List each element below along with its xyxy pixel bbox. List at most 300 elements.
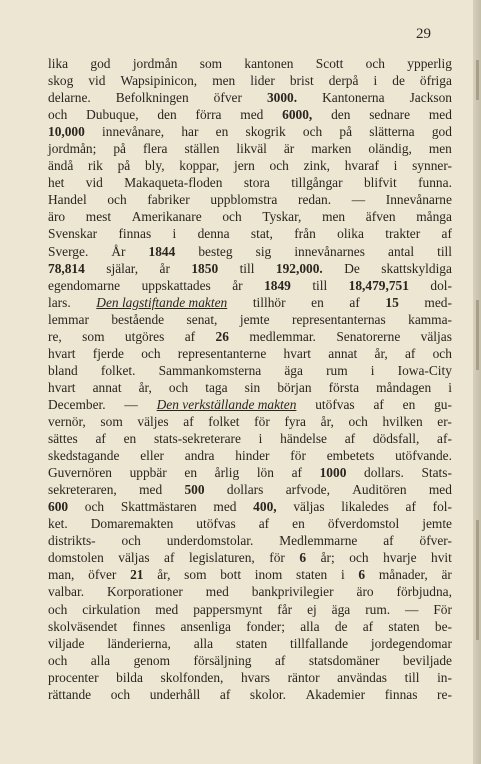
word: procenter: [48, 669, 99, 685]
word: förbjudna,: [396, 584, 452, 600]
text-line: [48, 583, 452, 600]
text-line: [48, 89, 452, 106]
word: oländig,: [368, 141, 412, 157]
word: 15: [385, 294, 399, 310]
word: finnas: [384, 686, 418, 702]
word: 26: [215, 328, 229, 344]
text-line: [48, 430, 452, 447]
word: sin: [244, 379, 261, 395]
word: taga: [205, 379, 228, 395]
word: uppskattades: [141, 277, 211, 293]
word: ansenliga: [180, 618, 232, 634]
word: och: [110, 686, 131, 702]
text-line: [48, 413, 452, 430]
word: stora: [243, 175, 270, 191]
word: till: [437, 243, 452, 259]
word: dödsfall,: [372, 431, 420, 447]
text-line: [48, 208, 452, 225]
word: sednare: [369, 107, 411, 123]
word: af: [404, 345, 416, 361]
word: ket.: [48, 516, 68, 532]
word: inom: [254, 567, 283, 583]
word: med: [428, 482, 452, 498]
word: tillgångar: [291, 175, 343, 191]
word: början: [277, 379, 312, 395]
word: jordmån: [132, 56, 178, 71]
text-line: [48, 345, 452, 362]
word: öfver: [213, 90, 242, 106]
word: egendomarne: [48, 277, 121, 293]
word: jemte: [239, 311, 270, 327]
edge-mark: [476, 60, 479, 100]
word: statsdomäner: [308, 652, 380, 668]
word: Wapsipinicon,: [120, 73, 198, 89]
word: fyra: [284, 413, 306, 429]
word: hvart: [48, 379, 76, 395]
page-number: 29: [416, 26, 431, 42]
word: Jackson: [409, 90, 452, 106]
text-line: [48, 652, 452, 669]
word: brist: [289, 73, 314, 89]
word: Guvernören: [48, 465, 112, 481]
word: god: [90, 56, 111, 71]
text-line: [48, 549, 452, 566]
word: med-: [424, 294, 452, 310]
word: 500: [184, 482, 205, 498]
word: som: [184, 567, 207, 583]
word: i: [373, 73, 378, 89]
text-line: [48, 566, 452, 583]
word: jemte: [422, 516, 452, 532]
word: i: [258, 431, 263, 447]
word: öfver-: [419, 533, 452, 549]
word: från: [294, 226, 316, 242]
word: Sverge.: [48, 243, 89, 259]
word: år: [159, 260, 170, 276]
word: ändå: [48, 158, 74, 174]
word: och: [84, 499, 105, 515]
word: —: [351, 192, 366, 208]
word: underhåll: [149, 686, 201, 702]
word: år,: [157, 567, 171, 583]
word: förra: [195, 107, 222, 123]
word: delarne.: [48, 90, 91, 106]
word: år,: [374, 345, 388, 361]
word: i: [448, 379, 452, 395]
word: denna: [197, 226, 230, 242]
word: annat: [92, 379, 122, 395]
text-line: [48, 515, 452, 532]
text-line: [48, 532, 452, 549]
word: af: [291, 465, 302, 481]
word: arfvode,: [285, 482, 330, 498]
word: god: [431, 124, 452, 140]
word: lemmar: [48, 311, 89, 327]
word: de: [334, 618, 348, 634]
word: Domaremakten: [90, 516, 174, 532]
word: fol-: [432, 499, 452, 515]
word: derpå: [328, 73, 359, 89]
word: 6: [358, 567, 366, 583]
word: och: [141, 345, 161, 361]
word: och: [48, 601, 68, 617]
word: skattskyldiga: [381, 260, 452, 276]
word: af: [219, 686, 231, 702]
word: trakter: [385, 226, 421, 242]
word: och: [432, 345, 452, 361]
word: till: [404, 669, 420, 685]
word: ypperlig: [407, 56, 452, 71]
word: skolväsendet: [48, 618, 118, 634]
word: in-: [437, 669, 452, 685]
word: Befolkningen: [115, 90, 189, 106]
word: rik: [88, 158, 103, 174]
word: af: [441, 226, 452, 242]
word: utöfvande.: [395, 448, 452, 464]
word: jordmån;: [48, 141, 97, 157]
text-line: [48, 396, 452, 413]
word: utöfvas: [315, 396, 355, 412]
word: Tyskar,: [262, 209, 302, 225]
word: genom: [133, 652, 171, 668]
word: till: [239, 260, 255, 276]
word: 1844: [148, 243, 176, 259]
word: en: [184, 465, 198, 481]
word: öfver: [88, 567, 117, 583]
word: och: [48, 652, 68, 668]
word: För: [433, 601, 452, 617]
text-line: [48, 379, 452, 396]
text-line: [48, 447, 452, 464]
word: Stats-: [421, 465, 452, 481]
word: en: [311, 294, 324, 310]
text-line: [48, 328, 452, 345]
word: kamma-: [408, 311, 452, 327]
word: af: [362, 618, 374, 634]
word: har: [181, 124, 199, 140]
word: på: [117, 158, 131, 174]
word: ej: [307, 601, 317, 617]
word: väljas: [118, 550, 150, 566]
word: Innevånarne: [385, 192, 452, 208]
text-line: [48, 260, 452, 277]
word: äro: [48, 209, 66, 225]
word: stat,: [250, 226, 273, 242]
edge-mark: [476, 520, 479, 640]
word: öfriga: [419, 73, 452, 89]
word: kantonen: [244, 56, 294, 71]
word: försäljning: [193, 652, 252, 668]
word: användas: [337, 669, 387, 685]
word: alla: [90, 652, 111, 668]
word: bott: [220, 567, 242, 583]
word: en: [215, 124, 229, 140]
word: olika: [337, 226, 364, 242]
word: af: [95, 431, 106, 447]
word: flera: [142, 141, 168, 157]
word: af: [405, 499, 416, 515]
word: jordegendomar: [370, 635, 452, 651]
word: redan.: [297, 192, 332, 208]
word: 6000,: [282, 107, 313, 123]
word: rum.: [365, 601, 391, 617]
word: den: [157, 107, 177, 123]
word: Akademier: [305, 686, 366, 702]
text-line: [48, 498, 452, 515]
word: re,: [48, 328, 62, 344]
word: för: [290, 448, 306, 464]
word: första: [328, 379, 360, 395]
word: representanternas: [292, 311, 386, 327]
text-line: [48, 55, 452, 72]
word: lika: [48, 56, 69, 71]
word: Skattmästaren: [120, 499, 197, 515]
word: händelse: [280, 431, 327, 447]
word: bland: [48, 362, 78, 378]
word: Scott: [315, 56, 344, 71]
edge-mark: [476, 300, 479, 370]
word: dollars.: [364, 465, 404, 481]
word: som: [82, 328, 105, 344]
word: fonder;: [246, 618, 285, 634]
word: och: [48, 107, 68, 123]
word: bestående: [111, 311, 165, 327]
word: af: [184, 328, 196, 344]
word: månader,: [378, 567, 428, 583]
word: och: [121, 533, 141, 549]
word: med: [213, 499, 237, 515]
word: år,: [320, 413, 334, 429]
text-line: [48, 601, 452, 618]
word: med: [240, 107, 264, 123]
word: staten: [296, 567, 328, 583]
word: bly,: [144, 158, 165, 174]
word: alla: [193, 635, 214, 651]
word: er-: [437, 413, 452, 429]
word: 1849: [264, 277, 291, 293]
word: Den lagstiftande makten: [96, 294, 228, 310]
word: är: [283, 141, 295, 157]
word: år;: [320, 550, 335, 566]
word: likväl: [236, 141, 267, 157]
word: hvit: [431, 550, 452, 566]
text-line: [48, 157, 452, 174]
word: Auditören: [352, 482, 407, 498]
word: innevånarnes: [294, 243, 365, 259]
word: eller: [140, 448, 164, 464]
word: pappersmynt: [193, 601, 263, 617]
text-line: [48, 225, 452, 242]
word: man,: [48, 567, 75, 583]
word: hvaraf: [344, 158, 379, 174]
word: sig: [255, 243, 272, 259]
word: finnas: [118, 226, 152, 242]
word: likaledes: [341, 499, 389, 515]
word: koppar,: [179, 158, 220, 174]
word: men: [428, 141, 452, 157]
word: i: [393, 158, 398, 174]
word: för: [269, 550, 285, 566]
word: staten: [235, 635, 268, 651]
word: stats-sekreterare: [153, 431, 241, 447]
word: uppblomstra: [210, 192, 278, 208]
word: alla: [300, 618, 320, 634]
word: en: [402, 396, 416, 412]
word: en: [123, 431, 137, 447]
word: bankprivilegier: [251, 584, 334, 600]
word: representanterne: [177, 345, 267, 361]
text-line: [48, 311, 452, 328]
word: af: [349, 294, 360, 310]
word: äga: [331, 601, 351, 617]
word: 1000: [319, 465, 347, 481]
word: Medlemmarne: [279, 533, 358, 549]
word: på: [113, 141, 126, 157]
word: hvart: [48, 345, 76, 361]
word: år,: [138, 379, 152, 395]
word: sekreteraren,: [48, 482, 117, 498]
word: tillhör: [252, 294, 286, 310]
text-line: [48, 72, 452, 89]
word: 21: [130, 567, 144, 583]
word: finnes: [132, 618, 166, 634]
word: skogrik: [245, 124, 286, 140]
word: hvarje: [383, 550, 417, 566]
text-line: [48, 243, 452, 260]
word: men: [212, 73, 236, 89]
word: med: [428, 107, 452, 123]
word: be-: [434, 618, 452, 634]
word: embetets: [326, 448, 375, 464]
word: Kantonerna: [322, 90, 385, 106]
word: många: [416, 209, 452, 225]
text-line: [48, 140, 452, 157]
word: utöfvas: [196, 516, 236, 532]
word: mest: [85, 209, 112, 225]
word: viljade: [48, 635, 85, 651]
word: rum: [326, 362, 348, 378]
page-edge: [473, 0, 481, 764]
word: i: [340, 567, 345, 583]
word: 6: [299, 550, 307, 566]
word: af: [344, 431, 356, 447]
word: sättes: [48, 431, 78, 447]
word: själar,: [106, 260, 139, 276]
word: blifvit: [363, 175, 397, 191]
word: och: [349, 550, 369, 566]
word: —: [405, 601, 419, 617]
word: 192,000.: [275, 260, 323, 276]
word: och: [222, 209, 242, 225]
word: 78,814: [48, 260, 85, 276]
word: till: [312, 277, 328, 293]
word: öfverdomstol: [327, 516, 400, 532]
word: länderierna,: [107, 635, 171, 651]
text-line: [48, 635, 452, 652]
word: slätterna: [369, 124, 415, 140]
word: folket.: [100, 362, 136, 378]
text-line: [48, 464, 452, 481]
word: besteg: [198, 243, 233, 259]
text-line: [48, 277, 452, 294]
word: lön: [256, 465, 274, 481]
word: är: [441, 567, 452, 583]
text-line: [48, 686, 452, 703]
word: skolfonden,: [160, 669, 224, 685]
word: December.: [48, 396, 106, 412]
word: —: [124, 396, 138, 412]
word: uppbär: [129, 465, 167, 481]
word: hvart: [283, 345, 312, 361]
word: gu-: [434, 396, 452, 412]
word: Svenskar: [48, 226, 98, 242]
text-line: [48, 669, 452, 686]
word: i: [172, 226, 177, 242]
word: skog: [48, 73, 74, 89]
word: och: [365, 56, 385, 71]
word: ställen: [184, 141, 220, 157]
word: vid: [85, 175, 103, 191]
word: bilda: [116, 669, 143, 685]
word: men: [322, 209, 346, 225]
word: med: [139, 482, 163, 498]
word: hvilken: [382, 413, 423, 429]
word: het: [48, 175, 65, 191]
word: dol-: [430, 277, 452, 293]
word: antal: [388, 243, 415, 259]
word: valbar.: [48, 584, 85, 600]
word: af: [373, 396, 384, 412]
word: äfven: [365, 209, 396, 225]
word: med: [155, 601, 179, 617]
word: 600: [48, 499, 69, 515]
word: väljas: [420, 328, 452, 344]
word: År: [111, 243, 126, 259]
word: utgöres: [124, 328, 165, 344]
text-line: [48, 174, 452, 191]
word: cirkulation: [82, 601, 141, 617]
word: De: [344, 260, 360, 276]
word: 10,000: [48, 124, 85, 140]
word: vid: [88, 73, 106, 89]
word: 400,: [253, 499, 277, 515]
word: domstolen: [48, 550, 104, 566]
word: i: [370, 362, 375, 378]
word: Korporationer: [107, 584, 183, 600]
word: senat,: [186, 311, 218, 327]
word: får: [277, 601, 293, 617]
word: folket: [208, 413, 240, 429]
word: af: [274, 652, 286, 668]
word: rättande: [48, 686, 92, 702]
word: äro: [356, 584, 374, 600]
word: för: [254, 413, 270, 429]
word: måndagen: [376, 379, 432, 395]
word: och: [168, 379, 189, 395]
word: hinder: [235, 448, 270, 464]
word: en: [292, 516, 305, 532]
text-line: [48, 191, 452, 208]
word: Senatorerne: [336, 328, 401, 344]
word: och: [269, 158, 289, 174]
word: zink,: [303, 158, 330, 174]
word: af-: [437, 431, 452, 447]
word: lars.: [48, 294, 71, 310]
text-line: [48, 294, 452, 311]
body-text: [48, 55, 452, 703]
word: af: [383, 533, 394, 549]
word: funna.: [418, 175, 452, 191]
